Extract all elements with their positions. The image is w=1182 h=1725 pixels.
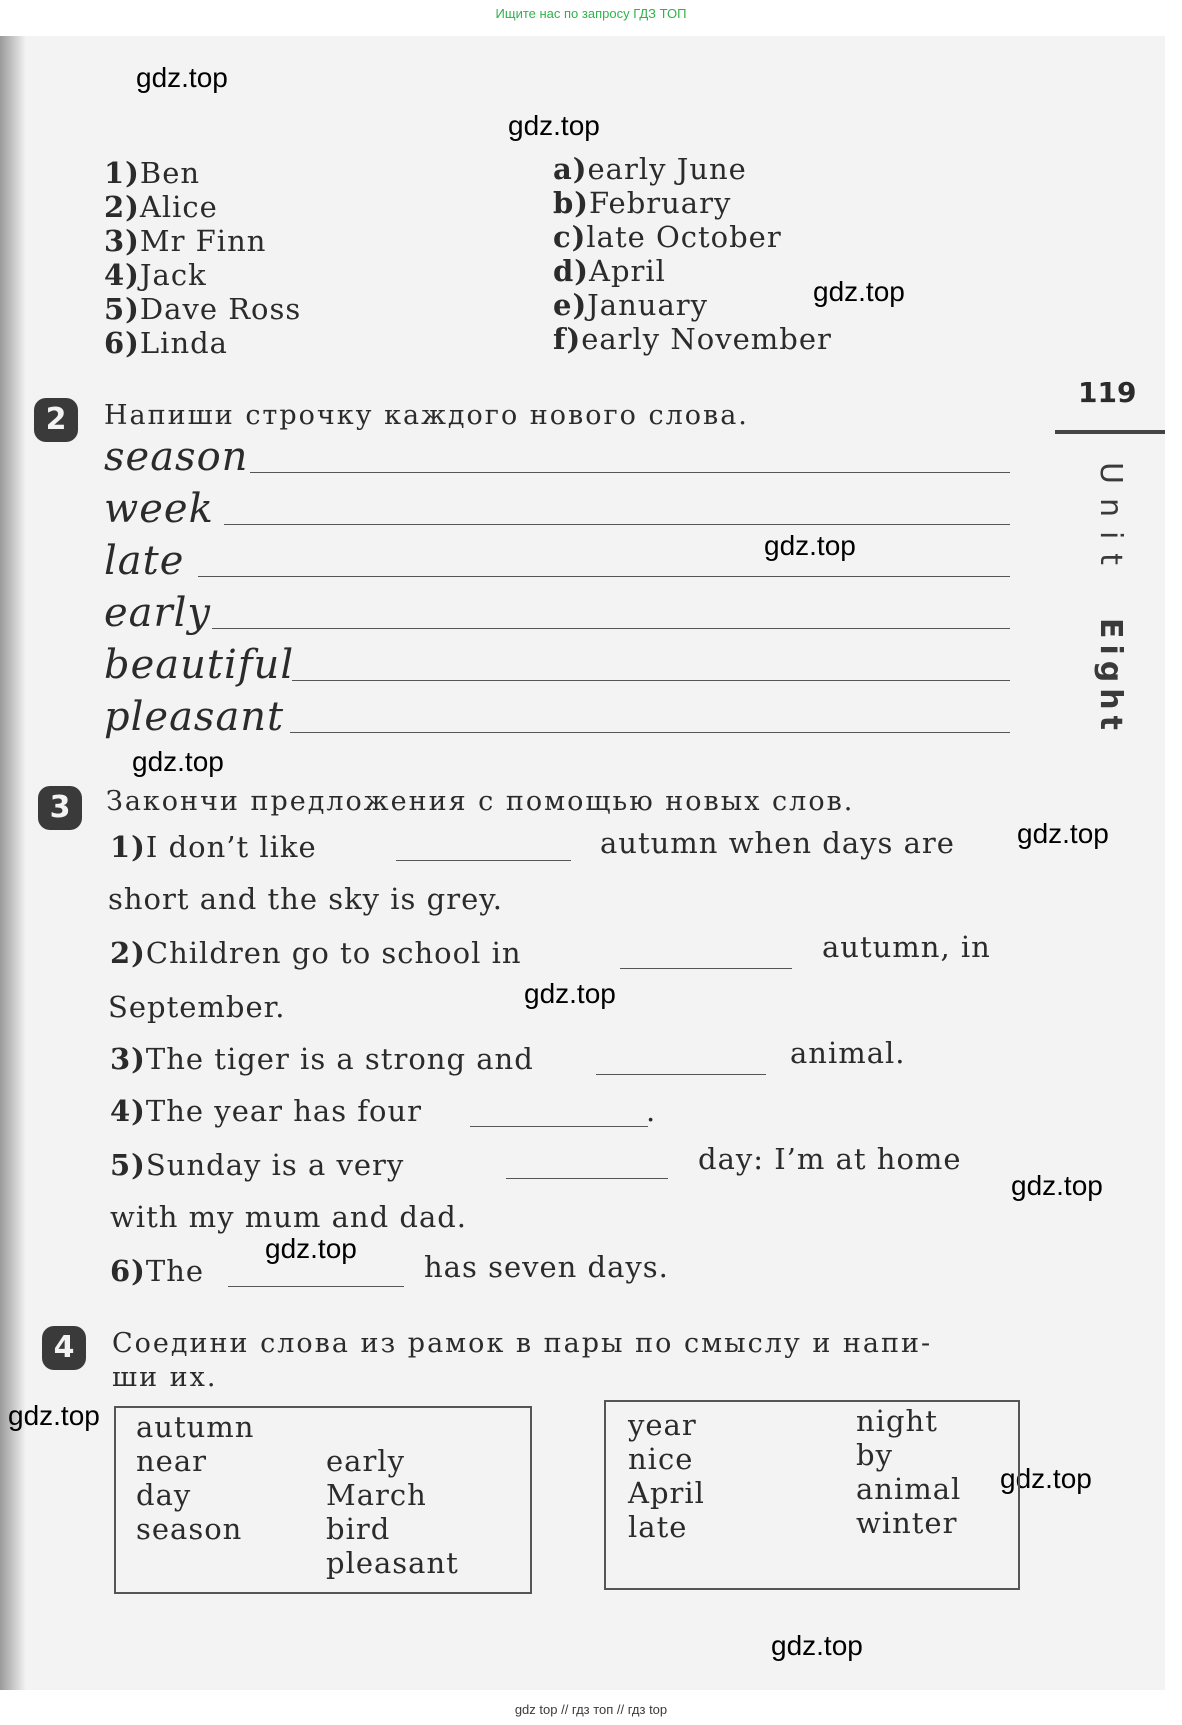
- list-item[interactable]: day: [136, 1478, 192, 1512]
- sentence-6-end: has seven days.: [424, 1250, 669, 1284]
- list-item[interactable]: nice: [628, 1442, 694, 1476]
- word-box-1-col-1: [136, 1410, 254, 1546]
- sentence-4-end: .: [646, 1094, 657, 1128]
- page-number-rule: [1055, 430, 1165, 434]
- exercise-3-title: Закончи предложения с помощью новых слов.: [106, 786, 855, 817]
- sentence-3-start: 3)The tiger is a strong and: [110, 1042, 534, 1076]
- sentence-5-end: day: I’m at home: [698, 1142, 962, 1176]
- answer-blank[interactable]: [228, 1286, 404, 1287]
- bottom-watermark: gdz top // гдз топ // гдз top: [514, 1702, 668, 1717]
- list-item: 4)Jack: [104, 258, 207, 292]
- exercise-2-badge: 2: [34, 398, 78, 442]
- writing-line[interactable]: [224, 524, 1010, 525]
- match-right-list: [553, 152, 832, 356]
- sentence-1-cont: short and the sky is grey.: [108, 882, 503, 916]
- list-item[interactable]: winter: [856, 1506, 958, 1540]
- exercise-2-title: Напиши строчку каждого нового слова.: [104, 400, 749, 431]
- list-item[interactable]: by: [856, 1438, 893, 1472]
- list-item[interactable]: season: [136, 1512, 243, 1546]
- word-box-1-col-2: [326, 1444, 459, 1580]
- word-box-2-col-2: [856, 1404, 961, 1540]
- answer-blank[interactable]: [596, 1074, 766, 1075]
- copy-word-season: season: [104, 434, 249, 480]
- copy-word-beautiful: beautiful: [104, 642, 295, 688]
- list-item[interactable]: autumn: [136, 1410, 255, 1444]
- unit-number-label: Eight: [1093, 618, 1128, 736]
- watermark: gdz.top: [813, 276, 905, 307]
- sentence-3-end: animal.: [790, 1036, 906, 1070]
- list-item: e)January: [553, 288, 708, 322]
- sentence-5-start: 5)Sunday is a very: [110, 1148, 405, 1182]
- watermark: gdz.top: [8, 1400, 100, 1431]
- watermark: gdz.top: [508, 110, 600, 141]
- page-fold-shadow: [0, 36, 26, 1690]
- sentence-6-start: 6)The: [110, 1254, 205, 1288]
- list-item: 3)Mr Finn: [104, 224, 267, 258]
- list-item[interactable]: early: [326, 1444, 405, 1478]
- watermark: gdz.top: [1011, 1170, 1103, 1201]
- list-item[interactable]: bird: [326, 1512, 391, 1546]
- list-item: a)early June: [553, 152, 747, 186]
- copy-word-early: early: [104, 590, 212, 636]
- watermark: gdz.top: [1000, 1463, 1092, 1494]
- word-box-2-col-1: [628, 1408, 705, 1544]
- sentence-2-end: autumn, in: [822, 930, 991, 964]
- exercise-4-badge: 4: [42, 1326, 86, 1370]
- list-item[interactable]: year: [628, 1408, 697, 1442]
- writing-line[interactable]: [250, 472, 1010, 473]
- list-item: 2)Alice: [104, 190, 218, 224]
- sentence-1-start: 1)I don’t like: [110, 830, 317, 864]
- writing-line[interactable]: [292, 680, 1010, 681]
- watermark: gdz.top: [136, 62, 228, 93]
- watermark: gdz.top: [771, 1630, 863, 1661]
- list-item[interactable]: March: [326, 1478, 427, 1512]
- sentence-2-cont: September.: [108, 990, 286, 1024]
- answer-blank[interactable]: [470, 1126, 648, 1127]
- writing-line[interactable]: [212, 628, 1010, 629]
- list-item: b)February: [553, 186, 732, 220]
- answer-blank[interactable]: [620, 968, 792, 969]
- watermark: gdz.top: [524, 978, 616, 1009]
- copy-word-late: late: [104, 538, 185, 584]
- list-item: d)April: [553, 254, 666, 288]
- page-number: 119: [1078, 376, 1137, 409]
- list-item: c)late October: [553, 220, 782, 254]
- list-item: f)early November: [553, 322, 832, 356]
- answer-blank[interactable]: [396, 860, 571, 861]
- list-item: 5)Dave Ross: [104, 292, 302, 326]
- watermark: gdz.top: [265, 1233, 357, 1264]
- watermark: gdz.top: [1017, 818, 1109, 849]
- sentence-5-cont: with my mum and dad.: [110, 1200, 468, 1234]
- copy-word-week: week: [104, 486, 214, 532]
- top-watermark: Ищите нас по запросу ГДЗ ТОП: [495, 6, 687, 21]
- sentence-4-start: 4)The year has four: [110, 1094, 423, 1128]
- watermark: gdz.top: [132, 746, 224, 777]
- list-item[interactable]: near: [136, 1444, 207, 1478]
- list-item[interactable]: April: [628, 1476, 705, 1510]
- watermark: gdz.top: [764, 530, 856, 561]
- writing-line[interactable]: [290, 732, 1010, 733]
- list-item: 6)Linda: [104, 326, 228, 360]
- exercise-4-title: Соедини слова из рамок в пары по смыслу и напи-: [112, 1328, 933, 1359]
- list-item: 1)Ben: [104, 156, 201, 190]
- match-left-list: [104, 156, 301, 360]
- list-item[interactable]: pleasant: [326, 1546, 459, 1580]
- writing-line[interactable]: [198, 576, 1010, 577]
- answer-blank[interactable]: [506, 1178, 668, 1179]
- sentence-1-end: autumn when days are: [600, 826, 955, 860]
- sentence-2-start: 2)Children go to school in: [110, 936, 522, 970]
- list-item[interactable]: late: [628, 1510, 688, 1544]
- exercise-4-title-cont: ши их.: [112, 1362, 218, 1393]
- unit-label: Unit: [1093, 462, 1128, 580]
- copy-word-pleasant: pleasant: [104, 694, 285, 740]
- exercise-3-badge: 3: [38, 786, 82, 830]
- list-item[interactable]: animal: [856, 1472, 962, 1506]
- list-item[interactable]: night: [856, 1404, 938, 1438]
